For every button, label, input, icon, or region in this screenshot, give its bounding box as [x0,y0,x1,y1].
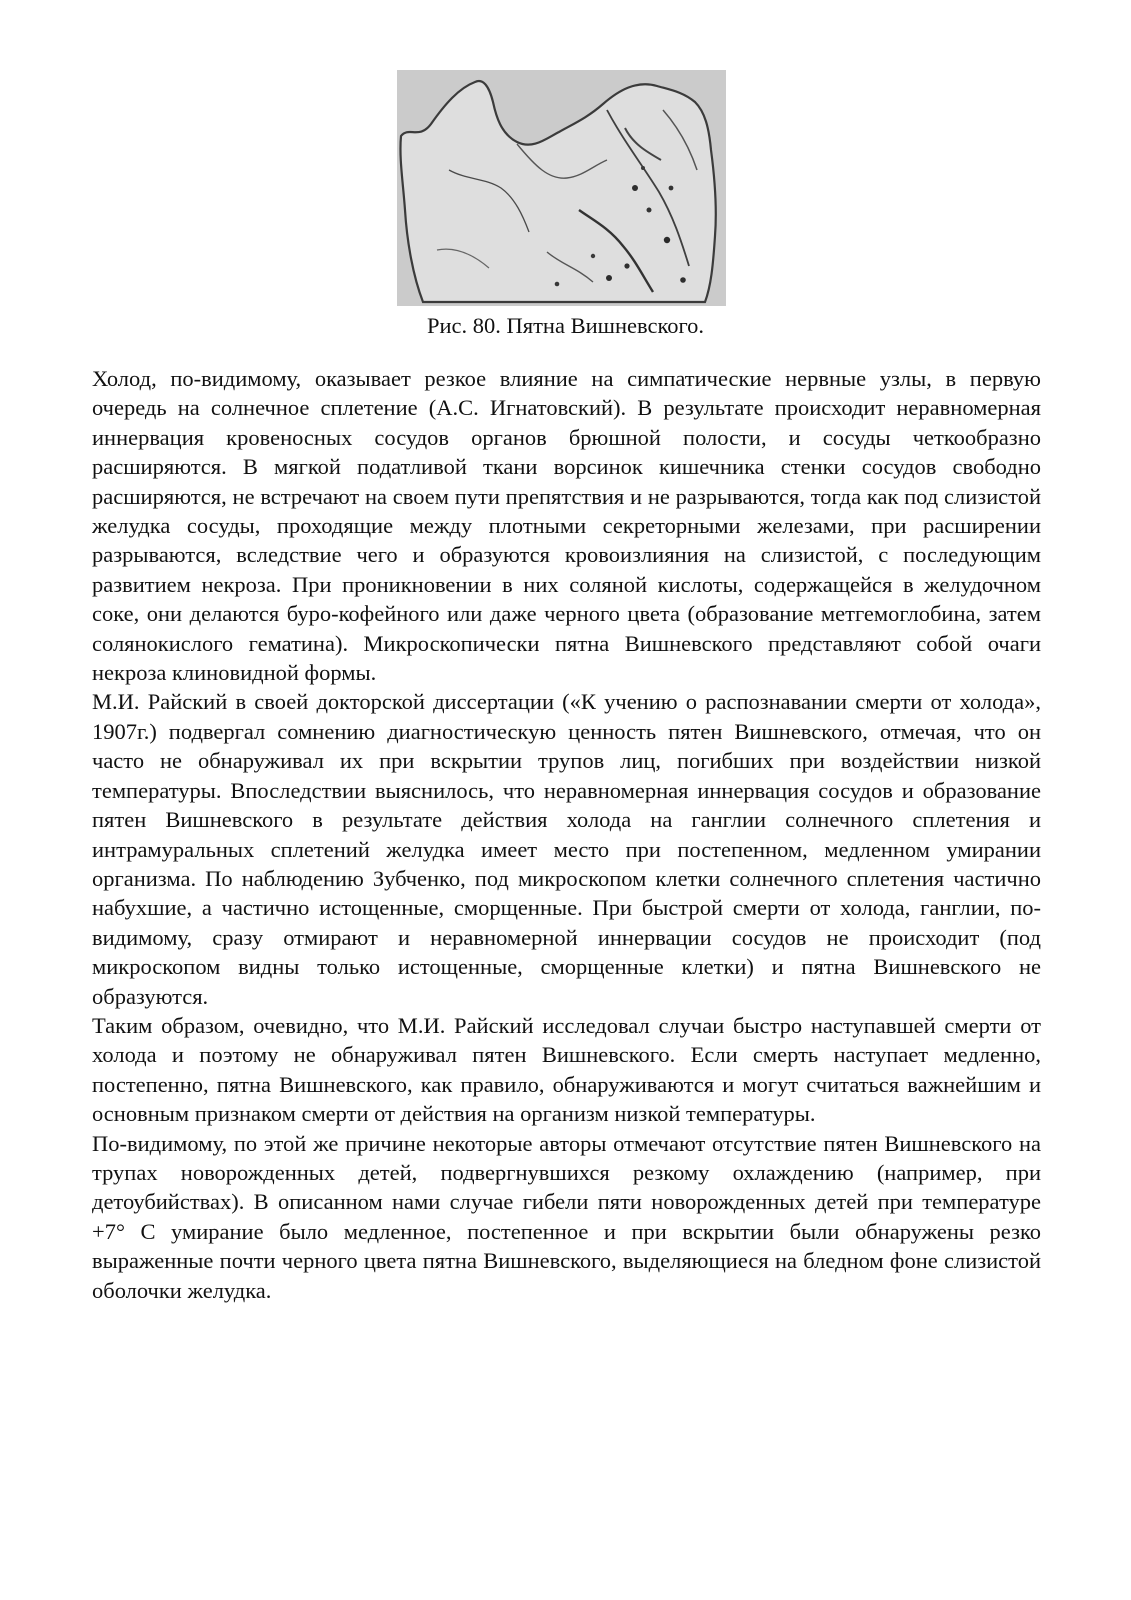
paragraph: М.И. Райский в своей докторской диссертации («К учению о распознавании смерти от холода», 1907г.) подвергал сомнению диагностическую ценность пятен Вишневского, отмечая, что он часто не обнаруживал их при вскрытии трупов лиц, погибших при воздействии низкой температуры. Впоследствии выяснилось, что неравномерная иннервация сосудов и образование пятен Вишневского в результате действия холода на ганглии солнечного сплетения и интрамуральных сплетений желудка имеет место при постепенном, медленном умирании организма. По наблюдению Зубченко, под микроскопом клетки солнечного сплетения частично набухшие, а частично истощенные, сморщенные. При быстрой смерти от холода, ганглии, по-видимому, сразу отмирают и неравномерной иннервации сосудов не происходит (под микроскопом видны только истощенные, сморщенные клетки) и пятна Вишневского не образуются. [92,689,1041,1009]
stomach-mucosa-image [397,70,726,306]
body-text [92,364,1041,1305]
paragraph: По-видимому, по этой же причине некоторые авторы отмечают отсутствие пятен Вишневского на трупах новорожденных детей, подвергнувшихся резкому охлаждению (например, при детоубийствах). В описанном нами случае гибели пяти новорожденных детей при температуре +7° С умирание было медленное, постепенное и при вскрытии были обнаружены резко выраженные почти черного цвета пятна Вишневского, выделяющиеся на бледном фоне слизистой оболочки желудка. [92,1130,1041,1303]
stomach-mucosa-figure [397,70,726,306]
paragraph: Таким образом, очевидно, что М.И. Райский исследовал случаи быстро наступавшей смерти от холода и поэтому не обнаруживал пятен Вишневского. Если смерть наступает медленно, постепенно, пятна Вишневского, как правило, обнаруживаются и могут считаться важнейшим и основным признаком смерти от действия на организм низкой температуры. [92,1012,1041,1127]
figure-caption: Рис. 80. Пятна Вишневского. [426,313,705,338]
paragraph: Холод, по-видимому, оказывает резкое влияние на симпатические нервные узлы, в первую очередь на солнечное сплетение (А.С. Игнатовский). В результате происходит неравномерная иннервация кровеносных сосудов органов брюшной полости, и сосуды четкообразно расширяются. В мягкой податливой ткани ворсинок кишечника стенки сосудов свободно расширяются, не встречают на своем пути препятствия и не разрываются, тогда как под слизистой желудка сосуды, проходящие между плотными секреторными железами, при расширении разрываются, вследствие чего и образуются кровоизлияния на слизистой, с последующим развитием некроза. При проникновении в них соляной кислоты, содержащейся в желудочном соке, они делаются буро-кофейного или даже черного цвета (образование метгемоглобина, затем солянокислого гематина). Микроскопически пятна Вишневского представляют собой очаги некроза клиновидной формы. [92,366,1041,686]
